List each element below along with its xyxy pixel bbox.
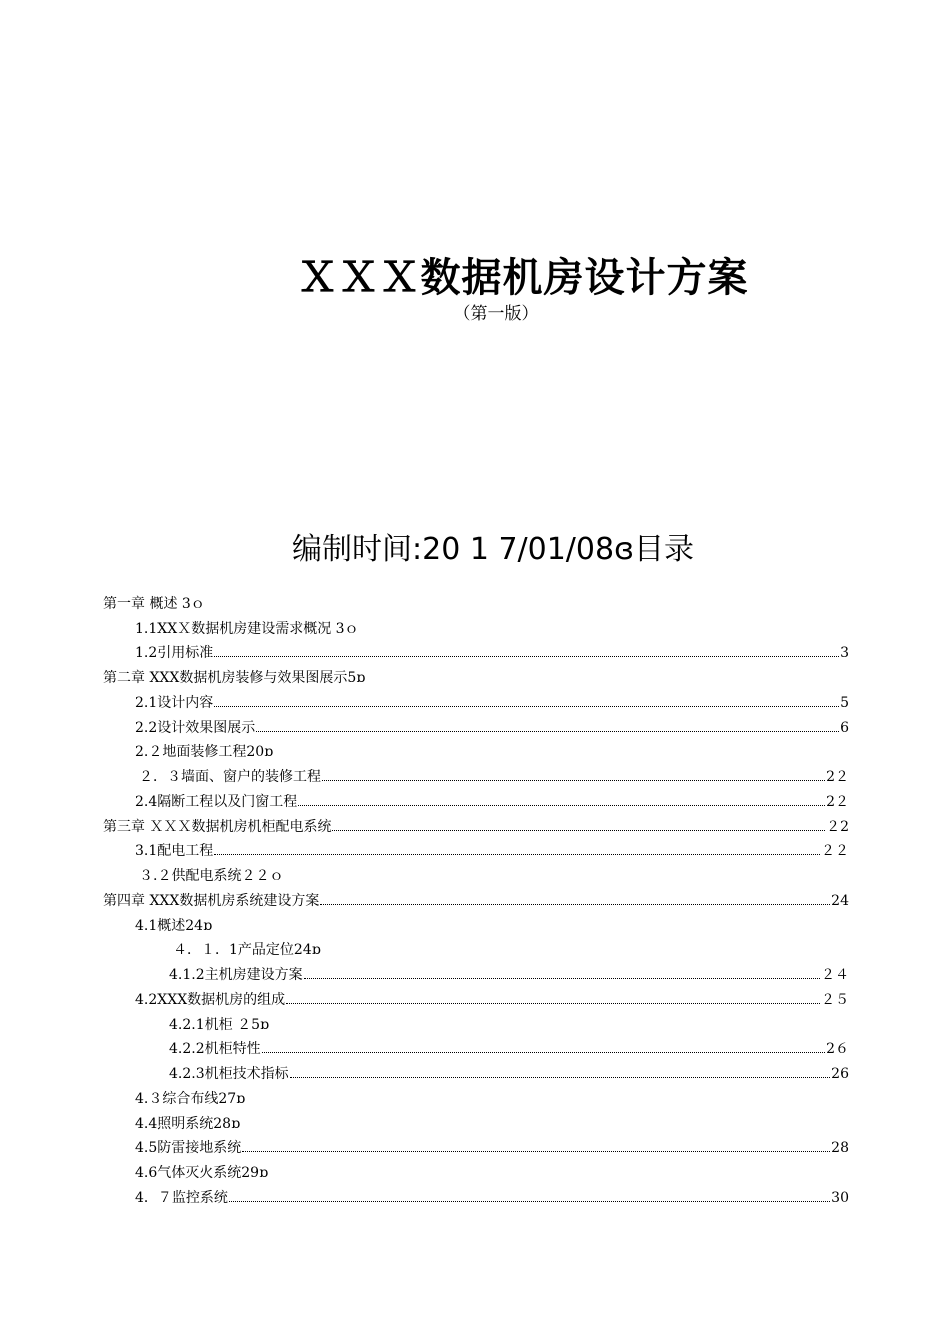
toc-leader-dots — [320, 903, 830, 905]
toc-entry[interactable] — [103, 687, 849, 712]
toc-entry-label: 4.1.2主机房建设方案 — [169, 967, 303, 983]
toc-entry-label: 4.３综合布线27ɒ — [135, 1090, 246, 1107]
toc-entry-label: 4.2.3机柜技术指标 — [169, 1066, 289, 1082]
toc-page-number: 24 — [831, 892, 849, 909]
toc-entry-label: 4.6气体灭火系统29ɒ — [135, 1165, 269, 1181]
toc-entry[interactable] — [103, 860, 849, 885]
toc-entry-label: 第一章 概述 3ｏ — [103, 595, 205, 612]
toc-entry[interactable] — [103, 662, 849, 687]
toc-entry-label: 2.1设计内容 — [135, 694, 214, 711]
toc-entry[interactable] — [103, 1083, 849, 1108]
toc-leader-dots — [290, 1076, 831, 1078]
toc-entry-label: 第四章 XXX数据机房系统建设方案 — [103, 892, 320, 909]
toc-entry[interactable] — [103, 1157, 849, 1182]
toc-entry-label: 第三章 ＸＸＸ数据机房机柜配电系统 — [103, 818, 332, 835]
toc-page-number: 30 — [831, 1189, 849, 1206]
toc-page-number: 26 — [831, 1066, 849, 1082]
toc-entry-label: 1.2引用标准 — [135, 645, 214, 662]
toc-page-number: ２５ — [821, 991, 849, 1008]
toc-page-number: 5 — [840, 694, 849, 711]
toc-entry[interactable] — [103, 1133, 849, 1158]
toc-entry[interactable] — [103, 1058, 849, 1083]
toc-entry[interactable] — [103, 638, 849, 663]
toc-entry[interactable] — [103, 761, 849, 786]
toc-entry-label: 2.4隔断工程以及门窗工程 — [135, 793, 298, 810]
toc-entry-label: 2.２地面装修工程20ɒ — [135, 744, 274, 761]
toc-entry-label: ３.２供配电系统２２ｏ — [139, 868, 284, 884]
toc-page-number: 28 — [831, 1140, 849, 1157]
toc-entry[interactable] — [103, 786, 849, 811]
toc-entry[interactable] — [103, 910, 849, 935]
toc-entry-label: 2.2设计效果图展示 — [135, 719, 256, 736]
toc-page-number: 2２ — [826, 769, 849, 785]
toc-page-number: 6 — [840, 719, 849, 736]
toc-leader-dots — [262, 1051, 825, 1053]
toc-entry-label: 4.1概述24ɒ — [135, 917, 213, 934]
toc-entry-label: 4.2.2机柜特性 — [169, 1041, 261, 1058]
toc-entry-label: 1.1XXＸ数据机房建设需求概况 3ｏ — [135, 620, 359, 637]
toc-entry[interactable] — [103, 737, 849, 762]
toc-entry-label: 4.4照明系统28ɒ — [135, 1115, 241, 1132]
toc-entry-label: 4.2XXX数据机房的组成 — [135, 991, 286, 1008]
toc-leader-dots — [242, 1150, 830, 1152]
toc-entry-label: 4．７监控系统 — [135, 1189, 228, 1206]
toc-page-number: 3 — [840, 645, 849, 662]
toc-page-number: ２４ — [821, 967, 849, 983]
toc-leader-dots — [332, 829, 825, 831]
toc-entry[interactable] — [103, 1182, 849, 1207]
toc-entry-label: ４．１．1产品定位24ɒ — [173, 942, 321, 959]
toc-entry-label: 3.1配电工程 — [135, 843, 214, 860]
toc-entry[interactable] — [103, 959, 849, 984]
toc-leader-dots — [286, 1002, 820, 1004]
toc-entry[interactable] — [103, 613, 849, 638]
toc-page-number: ２2 — [826, 818, 849, 835]
toc-entry-label: 4.2.1机柜 ２5ɒ — [169, 1016, 269, 1033]
toc-entry-label: 4.5防雷接地系统 — [135, 1140, 242, 1157]
toc-entry[interactable] — [103, 811, 849, 836]
document-subtitle: （第一版） — [453, 304, 539, 324]
toc-entry[interactable] — [103, 1009, 849, 1034]
toc-leader-dots — [304, 977, 820, 979]
toc-leader-dots — [322, 779, 825, 781]
toc-entry[interactable] — [103, 1034, 849, 1059]
toc-entry[interactable] — [103, 935, 849, 960]
toc-page-number: 2２ — [826, 793, 849, 810]
toc-entry[interactable] — [103, 712, 849, 737]
toc-entry-label: 第二章 XXX数据机房装修与效果图展示5ɒ — [103, 670, 366, 686]
document-title: ＸＸＸ数据机房设计方案 — [297, 255, 749, 301]
toc-entry[interactable] — [103, 836, 849, 861]
toc-leader-dots — [214, 853, 820, 855]
toc-leader-dots — [229, 1200, 830, 1202]
table-of-contents — [103, 588, 849, 1207]
toc-entry-label: ２．３墙面、窗户的装修工程 — [139, 769, 321, 785]
toc-entry[interactable] — [103, 885, 849, 910]
toc-page-number: ２２ — [821, 843, 849, 860]
toc-leader-dots — [214, 655, 839, 657]
toc-leader-dots — [298, 804, 825, 806]
toc-leader-dots — [256, 730, 839, 732]
compile-date-line: 编制时间:20 1 7/01/08ɞ目录 — [292, 532, 695, 567]
toc-leader-dots — [214, 705, 839, 707]
toc-entry[interactable] — [103, 984, 849, 1009]
toc-entry[interactable] — [103, 1108, 849, 1133]
toc-page-number: 2６ — [826, 1041, 849, 1058]
toc-entry[interactable] — [103, 588, 849, 613]
